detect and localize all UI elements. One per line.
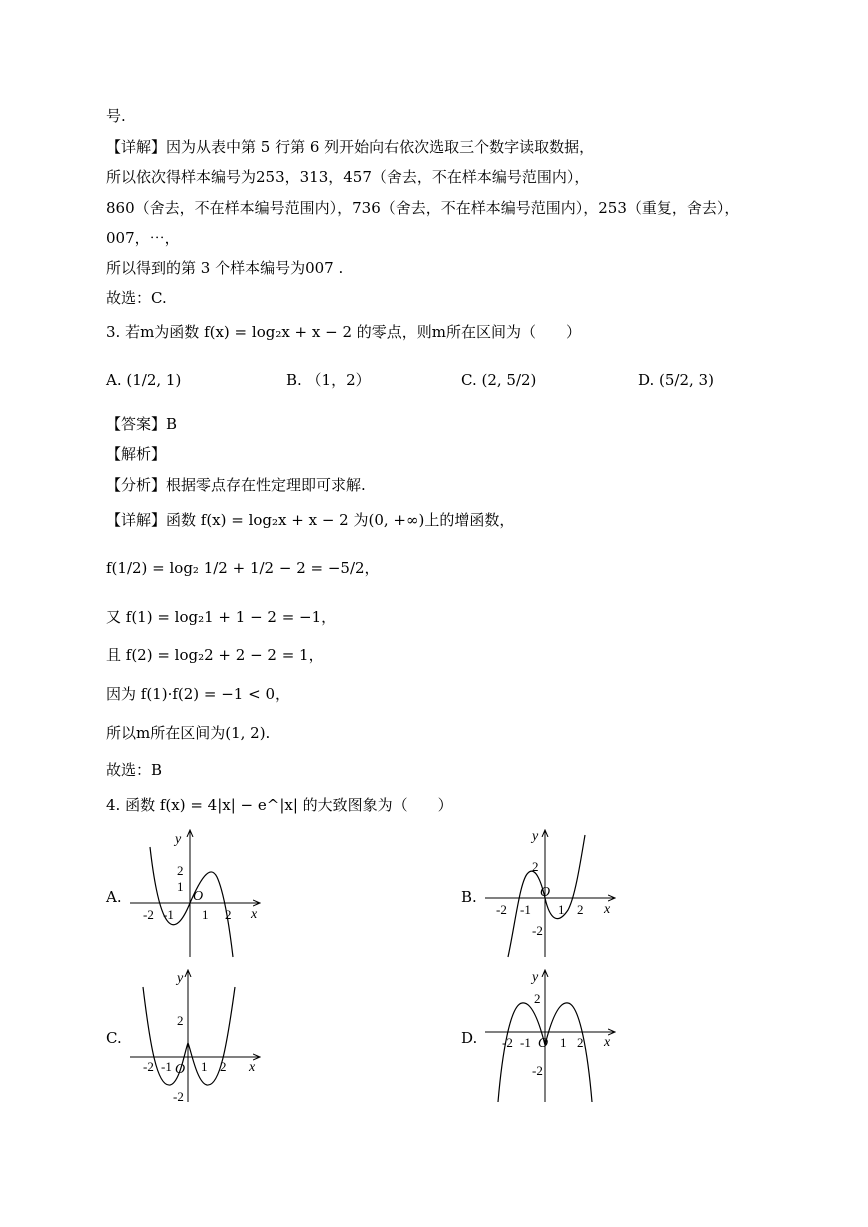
text-line: 所以m所在区间为(1, 2).: [106, 724, 271, 742]
option-a: A. (1/2, 1): [106, 371, 182, 389]
y-label: y: [532, 970, 539, 985]
tick: 2: [177, 863, 184, 878]
y-label: y: [177, 971, 184, 986]
text-line: 【详解】函数 f(x) = log₂x + x − 2 为(0, +∞)上的增函数，: [106, 511, 515, 529]
tick: -2: [502, 1035, 513, 1050]
tick: -1: [161, 1059, 172, 1074]
graph-option-d-label: D.: [461, 1029, 478, 1047]
tick: -2: [532, 923, 543, 938]
text-line: 因为 f(1)·f(2) = −1 < 0，: [106, 685, 290, 703]
tick: 1: [558, 902, 565, 917]
x-label: x: [251, 907, 258, 922]
graph-b: [480, 825, 620, 960]
text-line: 且 f(2) = log₂2 + 2 − 2 = 1，: [106, 646, 324, 664]
text-line: 号.: [106, 107, 126, 125]
option-c: C. (2, 5/2): [461, 371, 537, 389]
tick: 1: [202, 907, 209, 922]
text-line: 故选：B: [106, 761, 163, 779]
origin-label: O: [175, 1062, 186, 1077]
text-line: 007，⋯，: [106, 229, 180, 247]
tick: -2: [532, 1063, 543, 1078]
text-line: 860（舍去，不在样本编号范围内），736（舍去，不在样本编号范围内），253（重复，舍去），: [106, 199, 740, 217]
question-3: 3. 若m为函数 f(x) = log₂x + x − 2 的零点，则m所在区间为（ ）: [106, 323, 581, 341]
tick: -1: [520, 902, 531, 917]
x-label: x: [604, 1035, 611, 1050]
question-4: 4. 函数 f(x) = 4|x| − e^|x| 的大致图象为（ ）: [106, 796, 453, 814]
x-label: x: [249, 1060, 256, 1075]
y-label: y: [175, 832, 182, 847]
curve: [150, 847, 233, 957]
tick: 2: [532, 859, 539, 874]
answer-label: 【答案】B: [106, 415, 178, 433]
tick: 2: [577, 1035, 584, 1050]
graph-a: [125, 825, 265, 960]
text-line: f(1/2) = log₂ 1/2 + 1/2 − 2 = −5/2，: [106, 559, 380, 577]
graph-option-a-label: A.: [106, 888, 122, 906]
text-line: 所以依次得样本编号为253，313，457（舍去，不在样本编号范围内），: [106, 168, 590, 186]
tick: -2: [143, 907, 154, 922]
x-label: x: [604, 902, 611, 917]
text-line: 【分析】根据零点存在性定理即可求解.: [106, 476, 366, 494]
tick: 2: [225, 907, 232, 922]
tick: 2: [577, 902, 584, 917]
option-b: B. （1，2）: [286, 371, 371, 389]
graph-option-b-label: B.: [461, 888, 477, 906]
tick: -1: [163, 907, 174, 922]
graph-c: [125, 965, 265, 1105]
tick: 1: [177, 879, 184, 894]
tick: -1: [520, 1035, 531, 1050]
tick: -2: [173, 1089, 184, 1104]
text-line: 【详解】因为从表中第 5 行第 6 列开始向右依次选取三个数字读取数据，: [106, 138, 595, 156]
tick: 2: [534, 991, 541, 1006]
graph-d: [480, 965, 620, 1105]
y-label: y: [532, 829, 539, 844]
text-line: 又 f(1) = log₂1 + 1 − 2 = −1，: [106, 608, 337, 626]
analysis-label: 【解析】: [106, 445, 167, 463]
text-line: 所以得到的第 3 个样本编号为007 .: [106, 259, 344, 277]
tick: 2: [220, 1059, 227, 1074]
option-d: D. (5/2, 3): [638, 371, 714, 389]
text-line: 故选：C.: [106, 289, 167, 307]
tick: 2: [177, 1013, 184, 1028]
origin-label: O: [193, 889, 204, 904]
origin-label: O: [538, 1036, 549, 1051]
tick: -2: [496, 902, 507, 917]
tick: 1: [560, 1035, 567, 1050]
graph-option-c-label: C.: [106, 1029, 122, 1047]
origin-label: O: [540, 885, 551, 900]
tick: 1: [201, 1059, 208, 1074]
tick: -2: [143, 1059, 154, 1074]
